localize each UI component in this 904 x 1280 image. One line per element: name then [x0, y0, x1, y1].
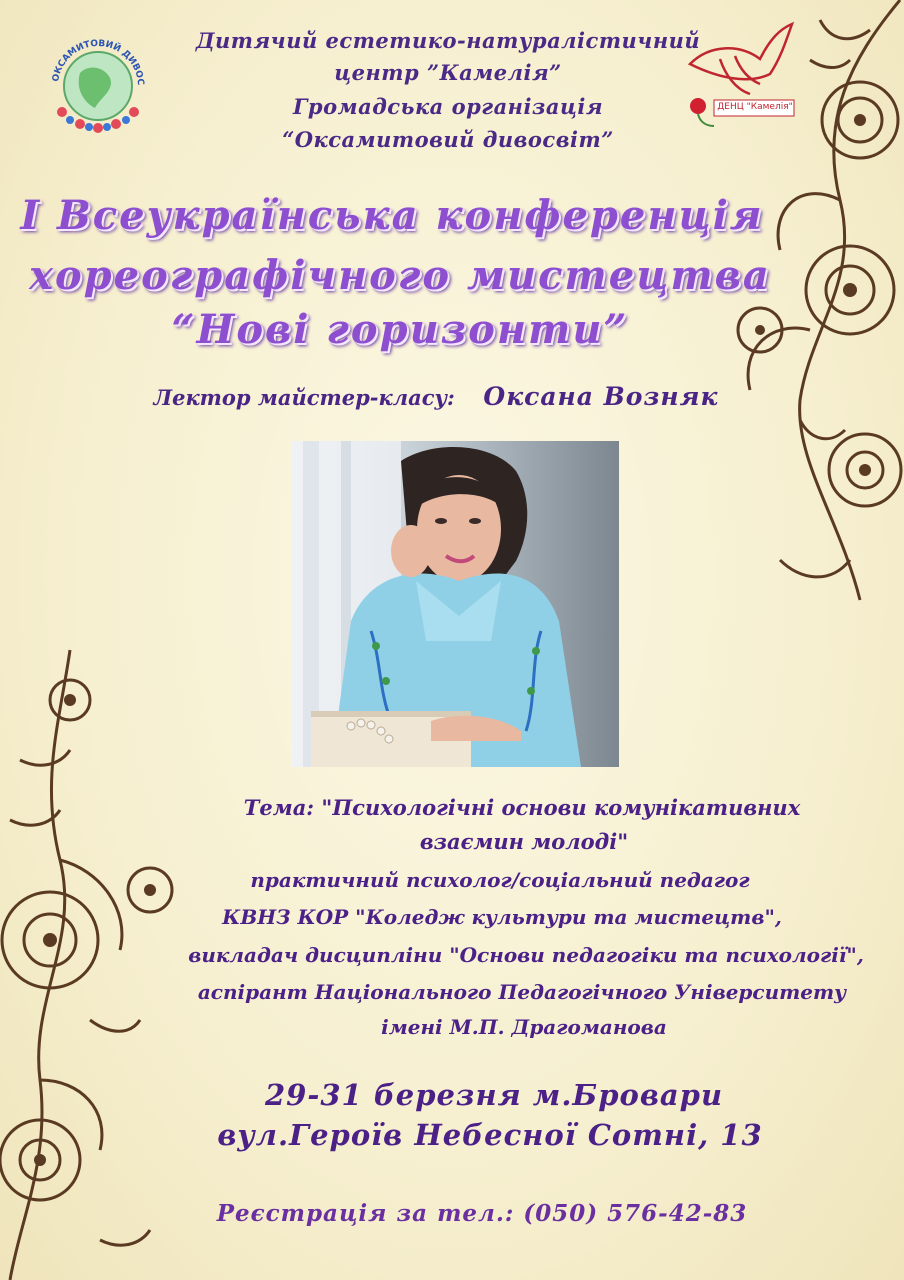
right-logo-text: ДЕНЦ "Камелія" — [717, 102, 793, 112]
event-address: вул.Героїв Небесної Сотні, 13 — [217, 1118, 763, 1152]
details-line-7: імені М.П. Драгоманова — [381, 1015, 667, 1039]
registration-phone: Реєстрація за тел.: (050) 576-42-83 — [216, 1200, 748, 1227]
details-line-5: викладач дисципліни "Основи педагогіки та психології", — [188, 943, 864, 967]
lecturer-label: Лектор майстер-класу: — [153, 385, 455, 410]
details-line-4: КВНЗ КОР "Коледж культури та мистецтв", — [222, 905, 782, 929]
lecturer-name: Оксана Возняк — [483, 382, 719, 411]
event-dates-place: 29-31 березня м.Бровари — [264, 1078, 724, 1112]
title-line-2: хореографічного мистецтва — [29, 252, 771, 299]
details-line-1: Тема: "Психологічні основи комунікативних — [243, 795, 801, 820]
details-line-6: аспірант Національного Педагогічного Університету — [197, 980, 847, 1004]
details-line-3: практичний психолог/соціальний педагог — [250, 868, 750, 892]
organizer-line-3: Громадська організація — [292, 94, 604, 119]
title-line-1: І Всеукраїнська конференція — [20, 192, 764, 239]
organizer-line-2: центр ”Камелія” — [334, 60, 562, 85]
details-line-2: взаємин молоді" — [419, 829, 629, 854]
lecturer-line — [0, 382, 888, 411]
organizer-line-4: “Оксамитовий дивосвіт” — [282, 127, 614, 152]
title-line-3: “Нові горизонти” — [171, 306, 629, 353]
left-logo-text: ОКСАМИТОВИЙ ДИВОС — [51, 38, 146, 86]
organizer-line-1: Дитячий естетико-натуралістичний — [195, 28, 701, 53]
lecturer-photo — [291, 441, 619, 767]
